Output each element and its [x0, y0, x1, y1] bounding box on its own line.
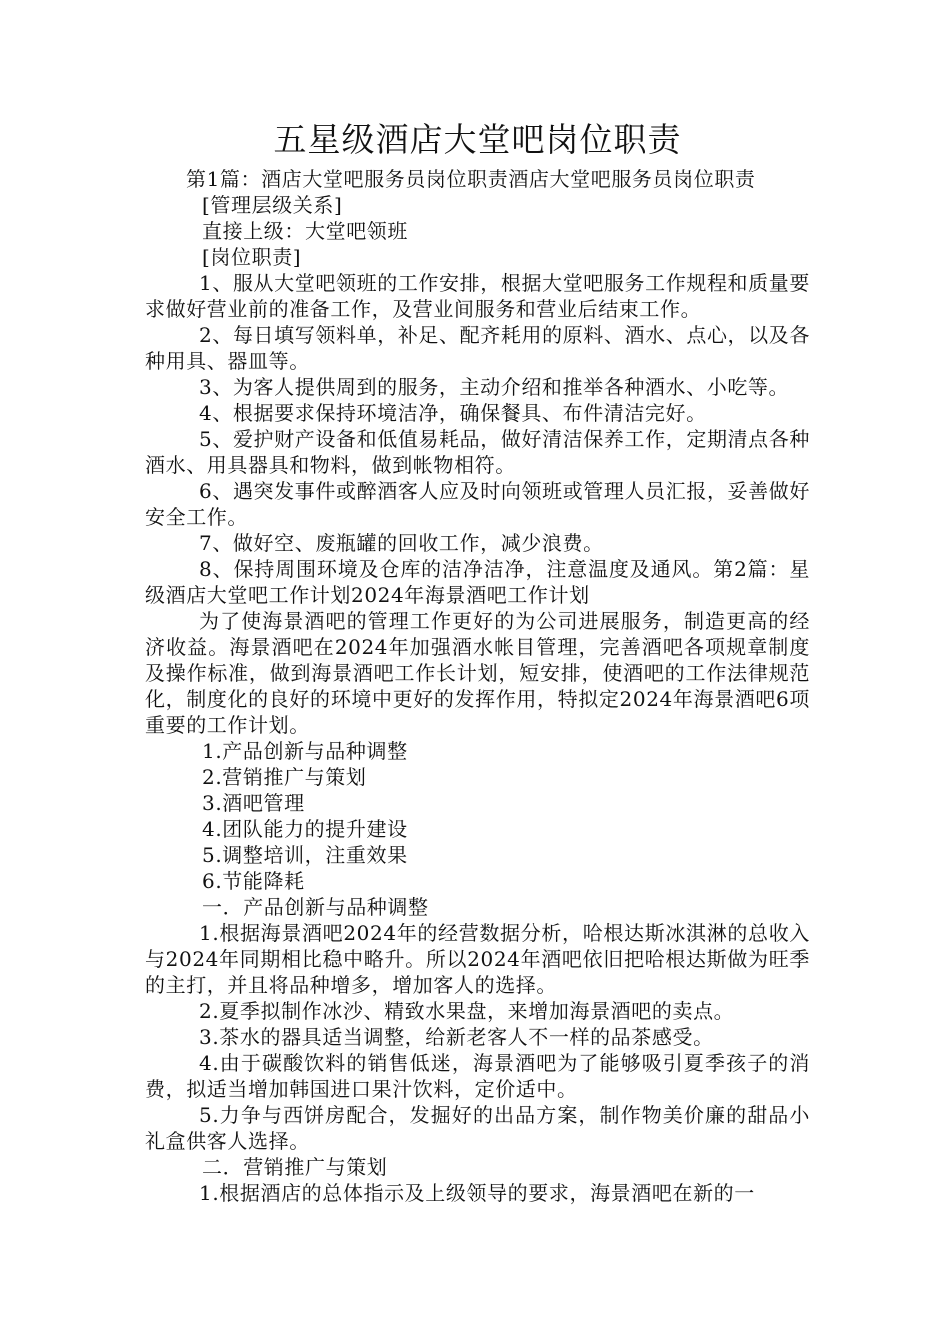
document-line: 2.营销推广与策划 — [202, 765, 367, 789]
document-line: 1.产品创新与品种调整 — [202, 739, 408, 763]
document-paragraph: 3.茶水的器具适当调整，给新老客人不一样的品茶感受。 — [199, 1025, 714, 1049]
document-line: 一．产品创新与品种调整 — [202, 895, 429, 919]
document-line: [管理层级关系] — [202, 193, 343, 217]
document-line: 4.团队能力的提升建设 — [202, 817, 408, 841]
document-paragraph: 5、爱护财产设备和低值易耗品，做好清洁保养工作，定期清点各种酒水、用具器具和物料，做到帐物相符。 — [145, 427, 810, 477]
document-paragraph: 8、保持周围环境及仓库的洁净洁净，注意温度及通风。第2篇：星级酒店大堂吧工作计划2024年海景酒吧工作计划 — [145, 557, 810, 607]
document-paragraph: 7、做好空、废瓶罐的回收工作，减少浪费。 — [199, 531, 604, 555]
document-paragraph: 1.根据海景酒吧2024年的经营数据分析，哈根达斯冰淇淋的总收入与2024年同期相比稳中略升。所以2024年酒吧依旧把哈根达斯做为旺季的主打，并且将品种增多，增加客人的选择。 — [145, 921, 810, 997]
document-paragraph: 2.夏季拟制作冰沙、精致水果盘，来增加海景酒吧的卖点。 — [199, 999, 735, 1023]
document-paragraph: 1.根据酒店的总体指示及上级领导的要求，海景酒吧在新的一 — [199, 1181, 755, 1205]
document-line: 二．营销推广与策划 — [202, 1155, 388, 1179]
document-line: [岗位职责] — [202, 245, 302, 269]
document-paragraph: 5.力争与西饼房配合，发掘好的出品方案，制作物美价廉的甜品小礼盒供客人选择。 — [145, 1103, 810, 1153]
document-paragraph: 4、根据要求保持环境洁净，确保餐具、布件清洁完好。 — [199, 401, 707, 425]
document-title: 五星级酒店大堂吧岗位职责 — [273, 120, 682, 159]
document-line: 6.节能降耗 — [202, 869, 305, 893]
document-paragraph: 3、为客人提供周到的服务，主动介绍和推举各种酒水、小吃等。 — [199, 375, 790, 399]
document-paragraph: 6、遇突发事件或醉酒客人应及时向领班或管理人员汇报，妥善做好安全工作。 — [145, 479, 810, 529]
document-paragraph: 2、每日填写领料单，补足、配齐耗用的原料、酒水、点心，以及各种用具、器皿等。 — [145, 323, 810, 373]
document-page — [145, 118, 810, 1206]
document-line: 3.酒吧管理 — [202, 791, 305, 815]
document-paragraph: 1、服从大堂吧领班的工作安排，根据大堂吧服务工作规程和质量要求做好营业前的准备工作，及营业间服务和营业后结束工作。 — [145, 271, 810, 321]
document-line: 直接上级：大堂吧领班 — [202, 219, 408, 243]
document-paragraph: 第1篇：酒店大堂吧服务员岗位职责酒店大堂吧服务员岗位职责 — [186, 167, 756, 191]
document-line: 5.调整培训，注重效果 — [202, 843, 408, 867]
document-paragraph: 为了使海景酒吧的管理工作更好的为公司进展服务，制造更高的经济收益。海景酒吧在2024年加强酒水帐目管理，完善酒吧各项规章制度及操作标准，做到海景酒吧工作长计划，短安排，使酒吧的工作法律规范化，制度化的良好的环境中更好的发挥作用，特拟定2024年海景酒吧6项重要的工作计划。 — [145, 609, 810, 737]
document-paragraph: 4.由于碳酸饮料的销售低迷，海景酒吧为了能够吸引夏季孩子的消费，拟适当增加韩国进口果汁饮料，定价适中。 — [145, 1051, 810, 1101]
document-body — [145, 166, 810, 1206]
